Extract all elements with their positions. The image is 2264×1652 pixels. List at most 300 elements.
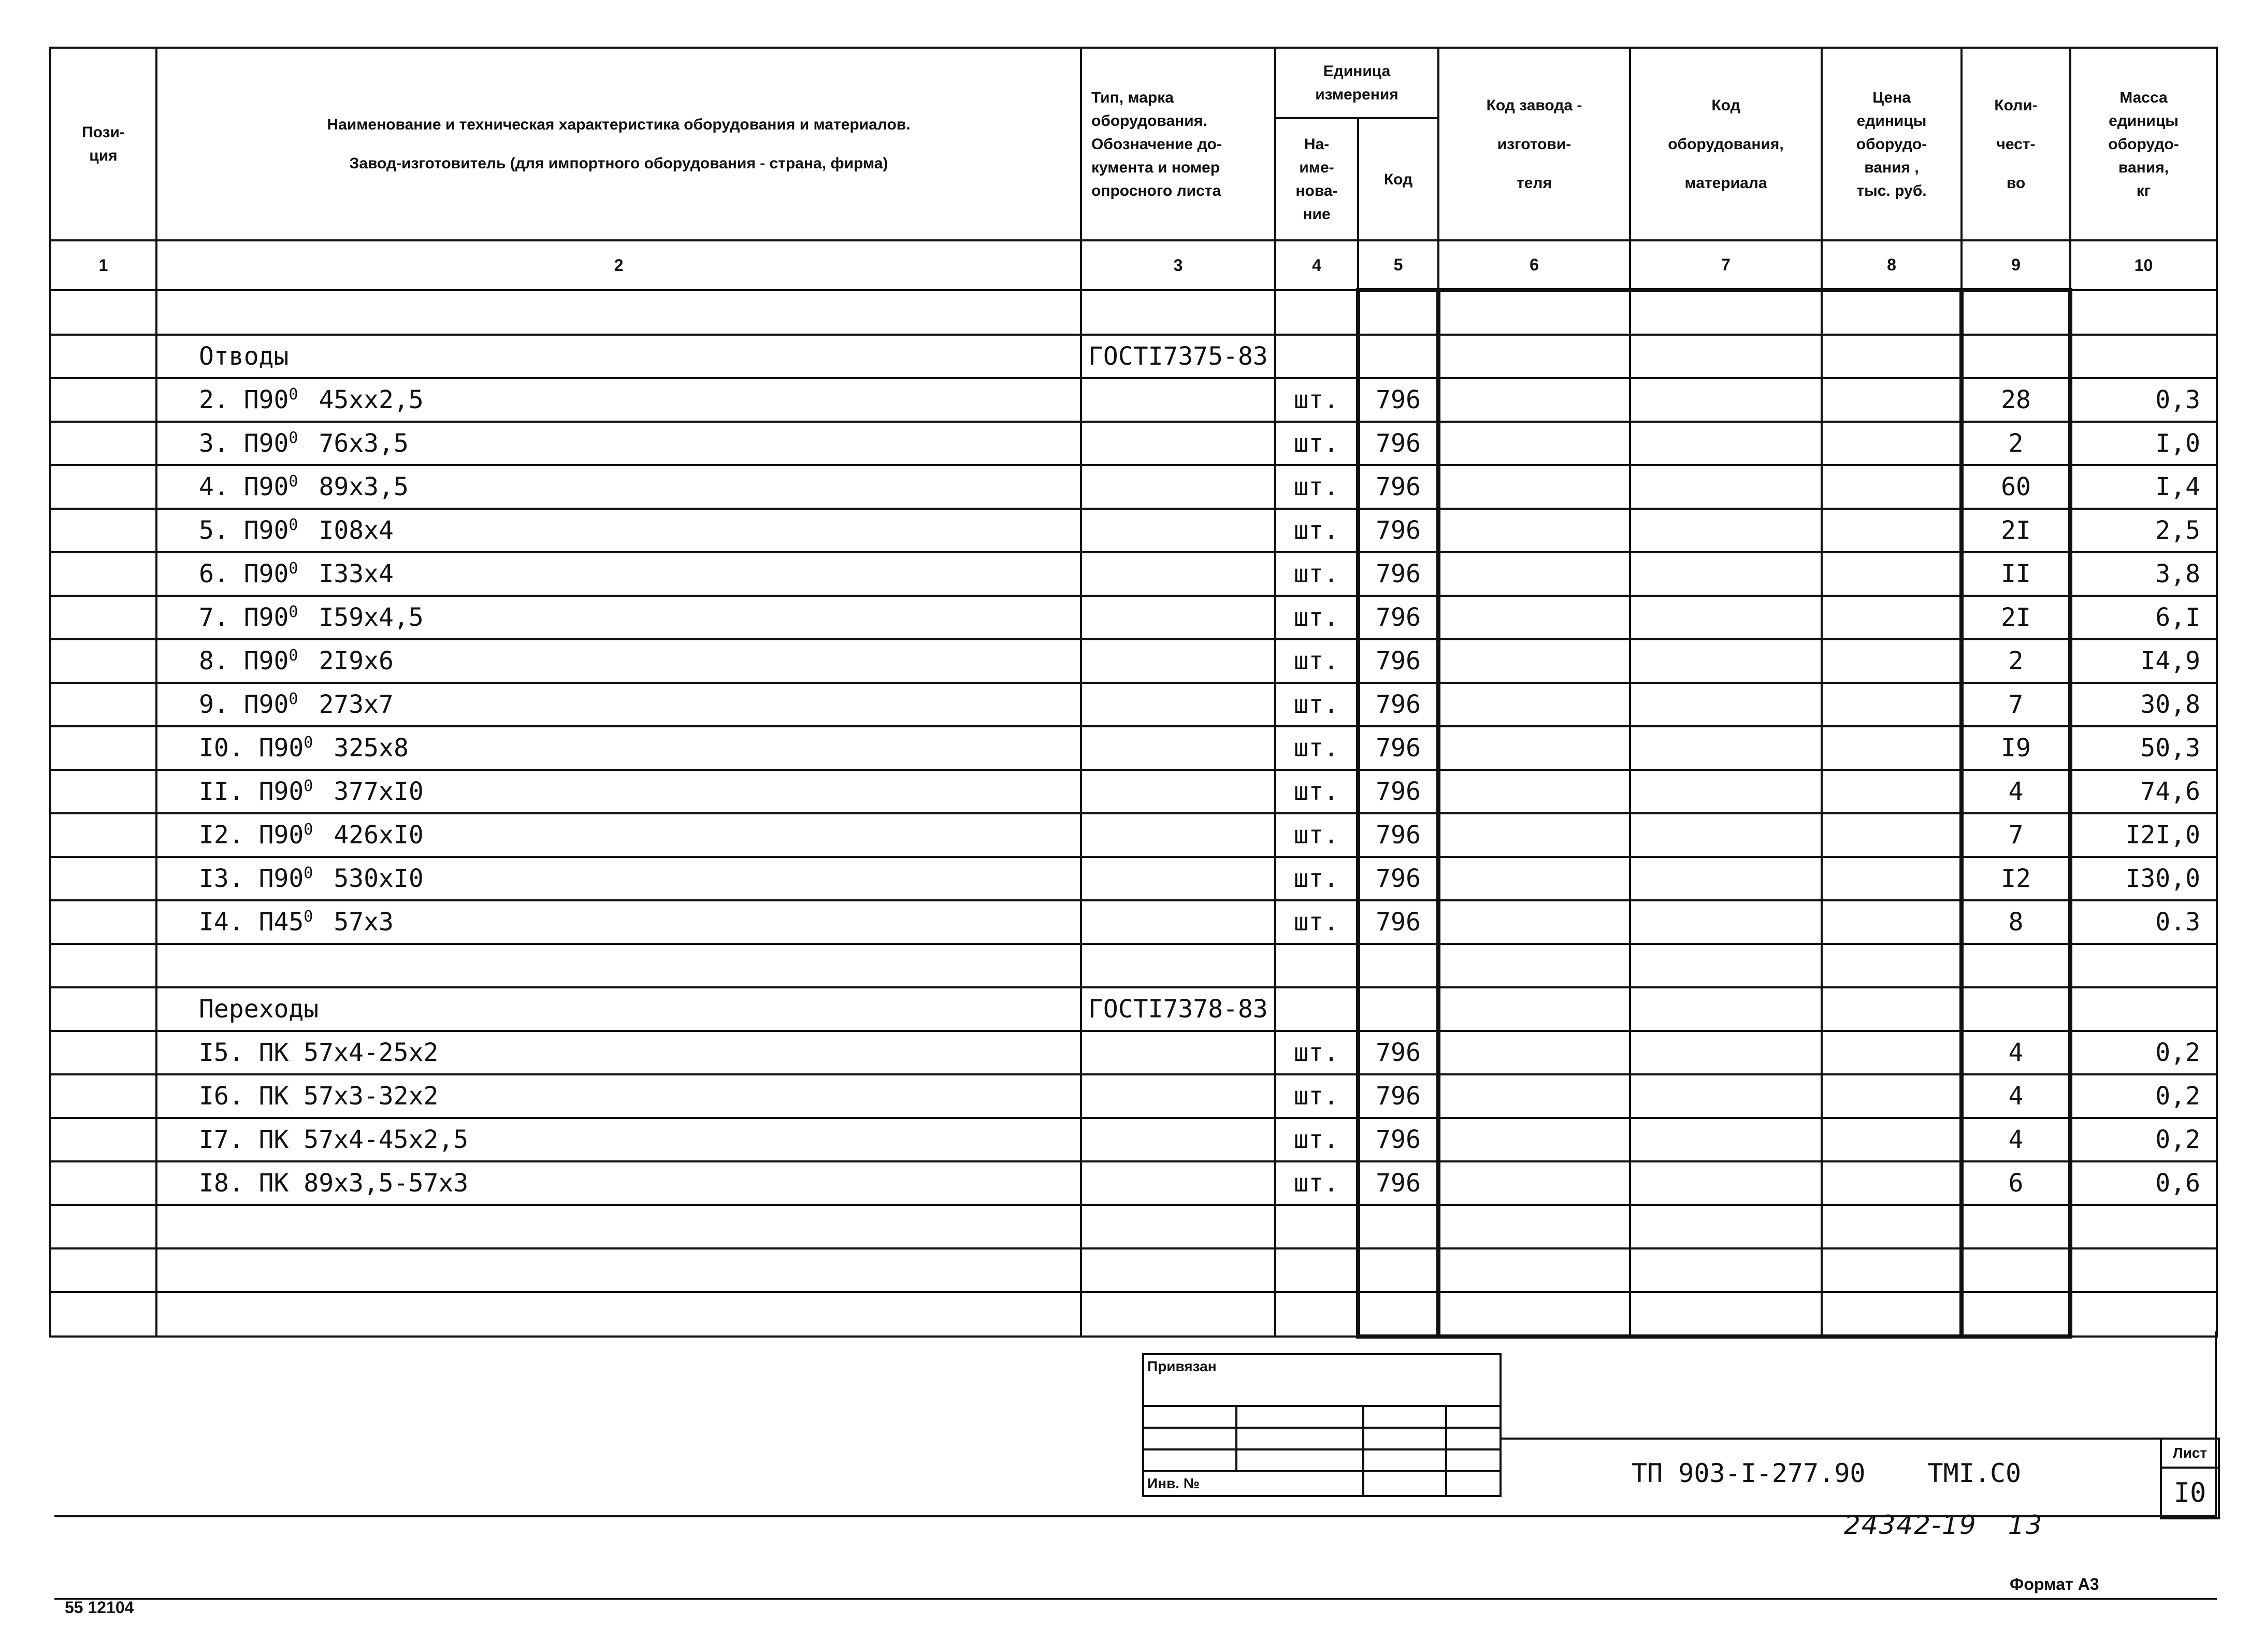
quantity-cell — [1962, 1248, 2070, 1292]
price-cell — [1822, 1074, 1962, 1118]
document-cell — [1081, 1118, 1275, 1161]
price-cell — [1822, 813, 1962, 857]
header-type: Тип, марка оборудования. Обозначение до- кумента и номер опросного листа — [1081, 48, 1275, 240]
document-cell: ГОСТI7378-83 — [1081, 987, 1275, 1031]
position-cell — [50, 335, 156, 378]
position-cell — [50, 422, 156, 465]
unit-name-cell: шт. — [1275, 813, 1358, 857]
price-cell — [1822, 290, 1962, 335]
price-cell — [1822, 378, 1962, 422]
maker-code-cell — [1438, 1205, 1630, 1248]
name-cell — [156, 1205, 1081, 1248]
position-cell — [50, 1118, 156, 1161]
unit-name-cell: шт. — [1275, 1031, 1358, 1074]
price-cell — [1822, 1292, 1962, 1337]
maker-code-cell — [1438, 1031, 1630, 1074]
document-cell — [1081, 1292, 1275, 1337]
position-cell — [50, 726, 156, 770]
unit-name-cell: шт. — [1275, 683, 1358, 726]
name-cell: I2. $П90^0$ 426хI0 — [156, 813, 1081, 857]
position-cell — [50, 857, 156, 900]
quantity-cell: 4 — [1962, 770, 2070, 813]
maker-code-cell — [1438, 726, 1630, 770]
quantity-cell: 4 — [1962, 1118, 2070, 1161]
position-cell — [50, 1248, 156, 1292]
mass-cell — [2070, 335, 2217, 378]
unit-code-cell: 796 — [1358, 552, 1438, 596]
equipment-code-cell — [1630, 900, 1822, 944]
quantity-cell: I9 — [1962, 726, 2070, 770]
name-cell: 9. $П90^0$ 273х7 — [156, 683, 1081, 726]
quantity-cell: 7 — [1962, 813, 2070, 857]
table-row — [50, 900, 2217, 944]
table-row — [50, 552, 2217, 596]
unit-name-cell — [1275, 1248, 1358, 1292]
price-cell — [1822, 944, 1962, 987]
unit-name-cell: шт. — [1275, 1118, 1358, 1161]
unit-code-cell: 796 — [1358, 639, 1438, 683]
equipment-code-cell — [1630, 1161, 1822, 1205]
table-row — [50, 1292, 2217, 1337]
position-cell — [50, 378, 156, 422]
table-row — [50, 509, 2217, 552]
name-cell: 7. $П90^0$ I59х4,5 — [156, 596, 1081, 639]
document-code: ТП 903-I-277.90 ТМI.С0 — [1632, 1458, 2022, 1488]
unit-name-cell: шт. — [1275, 378, 1358, 422]
document-cell — [1081, 422, 1275, 465]
unit-code-cell — [1358, 1205, 1438, 1248]
unit-name-cell: шт. — [1275, 726, 1358, 770]
price-cell — [1822, 639, 1962, 683]
mass-cell: I2I,0 — [2070, 813, 2217, 857]
unit-code-cell: 796 — [1358, 1118, 1438, 1161]
header-price: Цена единицы оборудо- вания , тыс. руб. — [1822, 48, 1962, 240]
unit-code-cell: 796 — [1358, 857, 1438, 900]
name-cell: 6. $П90^0$ I33х4 — [156, 552, 1081, 596]
maker-code-cell — [1438, 335, 1630, 378]
quantity-cell — [1962, 1205, 2070, 1248]
mass-cell: 50,3 — [2070, 726, 2217, 770]
mass-cell — [2070, 1205, 2217, 1248]
table-body — [50, 290, 2217, 1337]
position-cell — [50, 813, 156, 857]
quantity-cell: 7 — [1962, 683, 2070, 726]
unit-code-cell: 796 — [1358, 465, 1438, 509]
price-cell — [1822, 1205, 1962, 1248]
quantity-cell: 2 — [1962, 422, 2070, 465]
equipment-code-cell — [1630, 1292, 1822, 1337]
mass-cell: 74,6 — [2070, 770, 2217, 813]
position-cell — [50, 1074, 156, 1118]
quantity-cell: 2I — [1962, 596, 2070, 639]
document-cell — [1081, 378, 1275, 422]
position-cell — [50, 1292, 156, 1337]
position-cell — [50, 509, 156, 552]
document-cell: ГОСТI7375-83 — [1081, 335, 1275, 378]
unit-code-cell: 796 — [1358, 378, 1438, 422]
maker-code-cell — [1438, 987, 1630, 1031]
table-row — [50, 1248, 2217, 1292]
position-cell — [50, 639, 156, 683]
unit-name-cell: шт. — [1275, 1074, 1358, 1118]
table-row — [50, 1161, 2217, 1205]
price-cell — [1822, 335, 1962, 378]
table-row — [50, 770, 2217, 813]
table-row — [50, 1031, 2217, 1074]
mass-cell: 3,8 — [2070, 552, 2217, 596]
mass-cell: 0,2 — [2070, 1031, 2217, 1074]
document-cell — [1081, 726, 1275, 770]
column-number: 7 — [1630, 240, 1822, 290]
table-row — [50, 1205, 2217, 1248]
unit-code-cell: 796 — [1358, 1031, 1438, 1074]
document-cell — [1081, 1031, 1275, 1074]
maker-code-cell — [1438, 552, 1630, 596]
document-cell — [1081, 1205, 1275, 1248]
equipment-code-cell — [1630, 813, 1822, 857]
maker-code-cell — [1438, 770, 1630, 813]
bound-label: Привязан — [1143, 1354, 1501, 1406]
price-cell — [1822, 552, 1962, 596]
unit-code-cell — [1358, 1292, 1438, 1337]
maker-code-cell — [1438, 465, 1630, 509]
name-cell: Отводы — [156, 335, 1081, 378]
quantity-cell — [1962, 1292, 2070, 1337]
price-cell — [1822, 596, 1962, 639]
quantity-cell: 4 — [1962, 1074, 2070, 1118]
price-cell — [1822, 1031, 1962, 1074]
position-cell — [50, 900, 156, 944]
unit-code-cell: 796 — [1358, 770, 1438, 813]
name-cell: Переходы — [156, 987, 1081, 1031]
unit-code-cell: 796 — [1358, 509, 1438, 552]
quantity-cell — [1962, 987, 2070, 1031]
document-cell — [1081, 552, 1275, 596]
document-cell — [1081, 1161, 1275, 1205]
table-row — [50, 378, 2217, 422]
unit-code-cell: 796 — [1358, 1074, 1438, 1118]
name-cell: I0. $П90^0$ 325х8 — [156, 726, 1081, 770]
equipment-code-cell — [1630, 1031, 1822, 1074]
maker-code-cell — [1438, 596, 1630, 639]
unit-code-cell: 796 — [1358, 683, 1438, 726]
document-cell — [1081, 857, 1275, 900]
form-number: 55 12104 — [65, 1598, 134, 1617]
equipment-code-cell — [1630, 1118, 1822, 1161]
maker-code-cell — [1438, 1118, 1630, 1161]
unit-code-cell — [1358, 987, 1438, 1031]
price-cell — [1822, 770, 1962, 813]
maker-code-cell — [1438, 1292, 1630, 1337]
table-row — [50, 683, 2217, 726]
maker-code-cell — [1438, 1161, 1630, 1205]
maker-code-cell — [1438, 944, 1630, 987]
equipment-code-cell — [1630, 422, 1822, 465]
price-cell — [1822, 987, 1962, 1031]
handwritten-number: 24342-19 13 — [1844, 1510, 2043, 1540]
position-cell — [50, 1205, 156, 1248]
maker-code-cell — [1438, 813, 1630, 857]
position-cell — [50, 1031, 156, 1074]
equipment-code-cell — [1630, 639, 1822, 683]
unit-code-cell — [1358, 1248, 1438, 1292]
table-row — [50, 857, 2217, 900]
table-row — [50, 639, 2217, 683]
quantity-cell: 28 — [1962, 378, 2070, 422]
name-cell: 3. $П90^0$ 76х3,5 — [156, 422, 1081, 465]
mass-cell: 30,8 — [2070, 683, 2217, 726]
position-cell — [50, 944, 156, 987]
quantity-cell: 4 — [1962, 1031, 2070, 1074]
name-cell — [156, 1292, 1081, 1337]
name-cell: I3. $П90^0$ 530хI0 — [156, 857, 1081, 900]
equipment-code-cell — [1630, 770, 1822, 813]
price-cell — [1822, 422, 1962, 465]
equipment-code-cell — [1630, 857, 1822, 900]
document-cell — [1081, 683, 1275, 726]
table-row — [50, 422, 2217, 465]
unit-name-cell — [1275, 987, 1358, 1031]
quantity-cell: 8 — [1962, 900, 2070, 944]
name-cell — [156, 1248, 1081, 1292]
equipment-code-cell — [1630, 944, 1822, 987]
quantity-cell: I2 — [1962, 857, 2070, 900]
name-cell: I5. ПК 57х4-25х2 — [156, 1031, 1081, 1074]
maker-code-cell — [1438, 422, 1630, 465]
equipment-code-cell — [1630, 726, 1822, 770]
table-row — [50, 813, 2217, 857]
column-number: 9 — [1962, 240, 2070, 290]
name-cell — [156, 944, 1081, 987]
document-cell — [1081, 1074, 1275, 1118]
column-number: 2 — [156, 240, 1081, 290]
name-cell: 4. $П90^0$ 89х3,5 — [156, 465, 1081, 509]
document-cell — [1081, 639, 1275, 683]
price-cell — [1822, 1118, 1962, 1161]
equipment-code-cell — [1630, 1074, 1822, 1118]
quantity-cell — [1962, 944, 2070, 987]
price-cell — [1822, 857, 1962, 900]
document-cell — [1081, 1248, 1275, 1292]
position-cell — [50, 1161, 156, 1205]
unit-code-cell: 796 — [1358, 813, 1438, 857]
header-mass: Масса единицы оборудо- вания, кг — [2070, 48, 2217, 240]
document-cell — [1081, 465, 1275, 509]
unit-code-cell: 796 — [1358, 726, 1438, 770]
mass-cell: 0.3 — [2070, 900, 2217, 944]
mass-cell — [2070, 987, 2217, 1031]
position-cell — [50, 552, 156, 596]
price-cell — [1822, 465, 1962, 509]
equipment-code-cell — [1630, 1205, 1822, 1248]
header-name: Наименование и техническая характеристика оборудования и материалов. Завод-изготовитель (для импортного оборудования - страна, фирма) — [156, 48, 1081, 240]
mass-cell — [2070, 290, 2217, 335]
position-cell — [50, 465, 156, 509]
document-cell — [1081, 290, 1275, 335]
binding-stamp — [1142, 1353, 1502, 1497]
mass-cell — [2070, 1292, 2217, 1337]
name-cell: 8. $П90^0$ 2I9х6 — [156, 639, 1081, 683]
document-cell — [1081, 770, 1275, 813]
mass-cell: I4,9 — [2070, 639, 2217, 683]
title-block-line — [1499, 1438, 2217, 1440]
unit-name-cell: шт. — [1275, 1161, 1358, 1205]
unit-code-cell: 796 — [1358, 1161, 1438, 1205]
price-cell — [1822, 683, 1962, 726]
quantity-cell: II — [1962, 552, 2070, 596]
position-cell — [50, 770, 156, 813]
mass-cell — [2070, 944, 2217, 987]
unit-name-cell: шт. — [1275, 900, 1358, 944]
maker-code-cell — [1438, 290, 1630, 335]
sheet-number-box — [2160, 1438, 2220, 1519]
quantity-cell — [1962, 290, 2070, 335]
unit-code-cell: 796 — [1358, 900, 1438, 944]
name-cell: 5. $П90^0$ I08х4 — [156, 509, 1081, 552]
position-cell — [50, 683, 156, 726]
column-number: 8 — [1822, 240, 1962, 290]
quantity-cell: 60 — [1962, 465, 2070, 509]
table-row — [50, 944, 2217, 987]
maker-code-cell — [1438, 683, 1630, 726]
table-row — [50, 1074, 2217, 1118]
unit-name-cell: шт. — [1275, 422, 1358, 465]
equipment-code-cell — [1630, 552, 1822, 596]
position-cell — [50, 596, 156, 639]
name-cell: 2. $П90^0$ 45хх2,5 — [156, 378, 1081, 422]
sheet-value: I0 — [2173, 1477, 2207, 1509]
table-row — [50, 1118, 2217, 1161]
header-equipment-code: Код оборудования, материала — [1630, 48, 1822, 240]
price-cell — [1822, 1248, 1962, 1292]
inventory-label: Инв. № — [1143, 1471, 1363, 1496]
price-cell — [1822, 900, 1962, 944]
price-cell — [1822, 726, 1962, 770]
unit-code-cell: 796 — [1358, 596, 1438, 639]
header-unit-group: Единица измерения — [1275, 48, 1438, 118]
table-row — [50, 290, 2217, 335]
unit-name-cell — [1275, 944, 1358, 987]
column-numbers-row — [50, 240, 2217, 290]
header-quantity: Коли- чест- во — [1962, 48, 2070, 240]
unit-name-cell — [1275, 335, 1358, 378]
format-label: Формат А3 — [2010, 1575, 2099, 1593]
unit-name-cell: шт. — [1275, 857, 1358, 900]
column-number: 4 — [1275, 240, 1358, 290]
table-row — [50, 596, 2217, 639]
table-row — [50, 987, 2217, 1031]
unit-name-cell — [1275, 290, 1358, 335]
mass-cell: I30,0 — [2070, 857, 2217, 900]
unit-name-cell: шт. — [1275, 552, 1358, 596]
equipment-code-cell — [1630, 987, 1822, 1031]
header-unit-code: Код — [1358, 118, 1438, 240]
footer-line — [54, 1598, 2217, 1600]
mass-cell: 0,6 — [2070, 1161, 2217, 1205]
mass-cell: 6,I — [2070, 596, 2217, 639]
mass-cell: 0,2 — [2070, 1074, 2217, 1118]
equipment-code-cell — [1630, 465, 1822, 509]
equipment-code-cell — [1630, 1248, 1822, 1292]
mass-cell: I,4 — [2070, 465, 2217, 509]
maker-code-cell — [1438, 900, 1630, 944]
unit-name-cell — [1275, 1205, 1358, 1248]
mass-cell — [2070, 1248, 2217, 1292]
header-position: Пози- ция — [50, 48, 156, 240]
header-unit-name: На- име- нова- ние — [1275, 118, 1358, 240]
name-cell — [156, 290, 1081, 335]
equipment-code-cell — [1630, 290, 1822, 335]
unit-name-cell: шт. — [1275, 596, 1358, 639]
position-cell — [50, 290, 156, 335]
maker-code-cell — [1438, 378, 1630, 422]
document-cell — [1081, 813, 1275, 857]
unit-name-cell: шт. — [1275, 639, 1358, 683]
document-cell — [1081, 596, 1275, 639]
column-number: 3 — [1081, 240, 1275, 290]
table-row — [50, 335, 2217, 378]
mass-cell: 2,5 — [2070, 509, 2217, 552]
document-cell — [1081, 900, 1275, 944]
equipment-code-cell — [1630, 335, 1822, 378]
quantity-cell: 2 — [1962, 639, 2070, 683]
name-cell: II. $П90^0$ 377хI0 — [156, 770, 1081, 813]
column-number: 10 — [2070, 240, 2217, 290]
unit-name-cell: шт. — [1275, 770, 1358, 813]
name-cell: I7. ПК 57х4-45х2,5 — [156, 1118, 1081, 1161]
maker-code-cell — [1438, 1248, 1630, 1292]
maker-code-cell — [1438, 1074, 1630, 1118]
mass-cell: 0,2 — [2070, 1118, 2217, 1161]
mass-cell: I,0 — [2070, 422, 2217, 465]
document-cell — [1081, 944, 1275, 987]
unit-code-cell — [1358, 944, 1438, 987]
sheet-label: Лист — [2162, 1440, 2218, 1469]
header-maker-code: Код завода - изготови- теля — [1438, 48, 1630, 240]
unit-name-cell: шт. — [1275, 465, 1358, 509]
column-number: 6 — [1438, 240, 1630, 290]
position-cell — [50, 987, 156, 1031]
maker-code-cell — [1438, 509, 1630, 552]
column-number: 5 — [1358, 240, 1438, 290]
name-cell: I8. ПК 89х3,5-57х3 — [156, 1161, 1081, 1205]
unit-name-cell: шт. — [1275, 509, 1358, 552]
quantity-cell: 6 — [1962, 1161, 2070, 1205]
quantity-cell: 2I — [1962, 509, 2070, 552]
price-cell — [1822, 509, 1962, 552]
equipment-code-cell — [1630, 596, 1822, 639]
table-row — [50, 465, 2217, 509]
name-cell: I6. ПК 57х3-32х2 — [156, 1074, 1081, 1118]
mass-cell: 0,3 — [2070, 378, 2217, 422]
table-row — [50, 726, 2217, 770]
equipment-code-cell — [1630, 509, 1822, 552]
equipment-code-cell — [1630, 378, 1822, 422]
price-cell — [1822, 1161, 1962, 1205]
maker-code-cell — [1438, 639, 1630, 683]
unit-name-cell — [1275, 1292, 1358, 1337]
name-cell: I4. $П45^0$ 57х3 — [156, 900, 1081, 944]
maker-code-cell — [1438, 857, 1630, 900]
unit-code-cell — [1358, 290, 1438, 335]
quantity-cell — [1962, 335, 2070, 378]
equipment-code-cell — [1630, 683, 1822, 726]
document-cell — [1081, 509, 1275, 552]
specification-table — [49, 47, 2218, 1339]
unit-code-cell: 796 — [1358, 422, 1438, 465]
column-number: 1 — [50, 240, 156, 290]
unit-code-cell — [1358, 335, 1438, 378]
